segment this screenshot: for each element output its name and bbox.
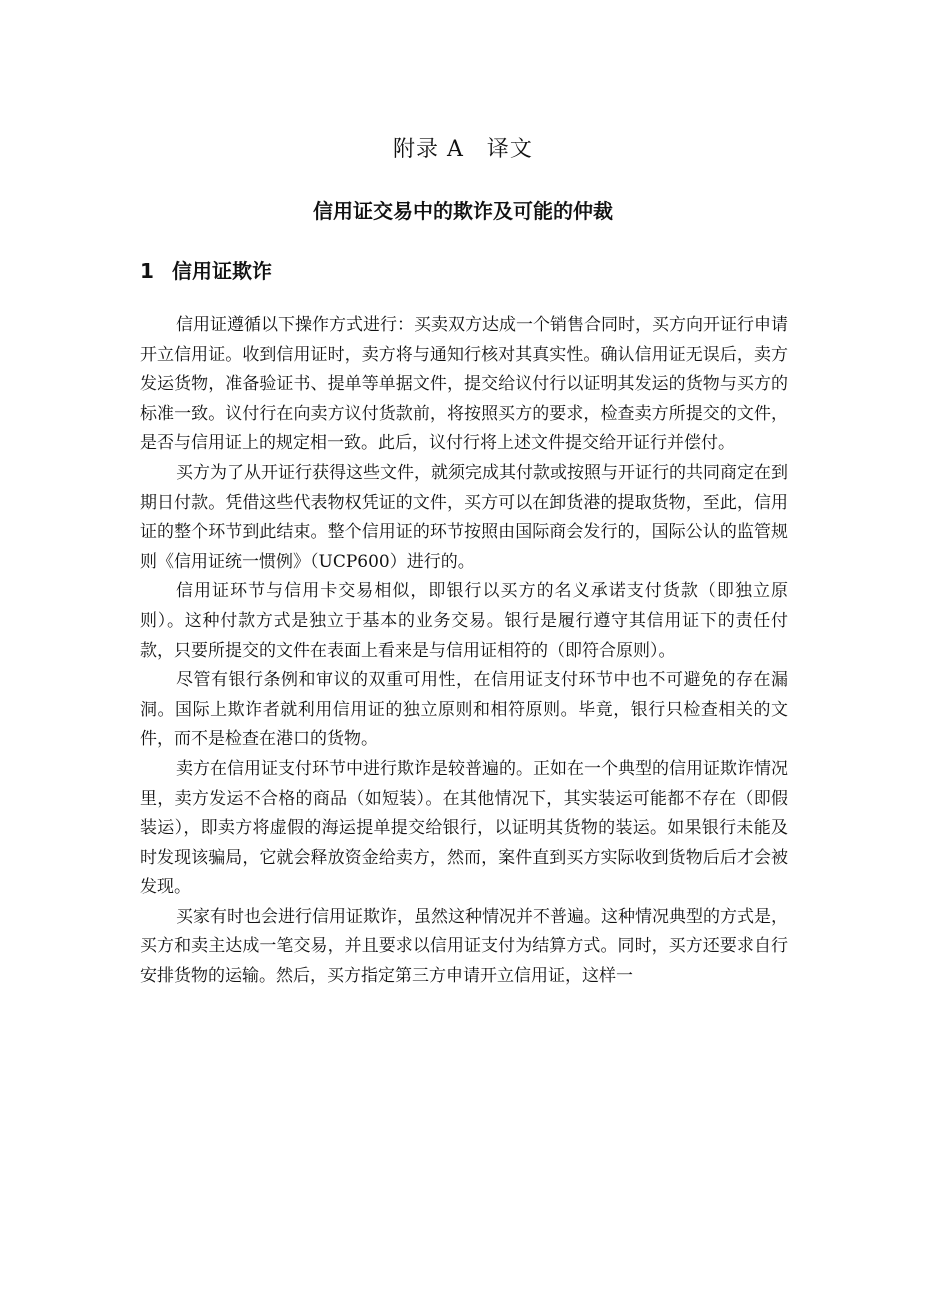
paragraph-3: 信用证环节与信用卡交易相似，即银行以买方的名义承诺支付货款（即独立原则）。这种付款方式是独立于基本的业务交易。银行是履行遵守其信用证下的责任付款，只要所提交的文件在表面上看来是与信用证相符的（即符合原则）。 bbox=[140, 581, 788, 661]
section-number: 1 bbox=[140, 259, 154, 283]
paragraph-6: 买家有时也会进行信用证欺诈，虽然这种情况并不普遍。这种情况典型的方式是，买方和卖主达成一笔交易，并且要求以信用证支付为结算方式。同时，买方还要求自行安排货物的运输。然后，买方指定第三方申请开立信用证，这样一 bbox=[140, 906, 788, 987]
document-title: 信用证交易中的欺诈及可能的仲裁 bbox=[313, 199, 613, 223]
paragraph-4: 尽管有银行条例和审议的双重可用性，在信用证支付环节中也不可避免的存在漏洞。国际上欺诈者就利用信用证的独立原则和相符原则。毕竟，银行只检查相关的文件，而不是检查在港口的货物。 bbox=[140, 670, 788, 750]
paragraph-1: 信用证遵循以下操作方式进行：买卖双方达成一个销售合同时，买方向开证行申请开立信用证。收到信用证时，卖方将与通知行核对其真实性。确认信用证无误后，卖方发运货物，准备验证书、提单等单据文件，提交给议付行以证明其发运的货物与买方的标准一致。议付行在向卖方议付货款前，将按照买方的要求，检查卖方所提交的文件，是否与信用证上的规定相一致。此后，议付行将上述文件提交给开证行并偿付。 bbox=[140, 315, 788, 454]
section-heading-text: 信用证欺诈 bbox=[172, 259, 272, 283]
body-text bbox=[140, 311, 788, 992]
section-heading bbox=[140, 256, 272, 286]
paragraph-2: 买方为了从开证行获得这些文件，就须完成其付款或按照与开证行的共同商定在到期日付款。凭借这些代表物权凭证的文件，买方可以在卸货港的提取货物，至此，信用证的整个环节到此结束。整个信用证的环节按照由国际商会发行的，国际公认的监管规则《信用证统一惯例》（UCP600）进行的。 bbox=[140, 462, 788, 572]
paragraph-5: 卖方在信用证支付环节中进行欺诈是较普遍的。正如在一个典型的信用证欺诈情况里，卖方发运不合格的商品（如短装）。在其他情况下，其实装运可能都不存在（即假装运），即卖方将虚假的海运提单提交给银行，以证明其货物的装运。如果银行未能及时发现该骗局，它就会释放资金给卖方，然而，案件直到买方实际收到货物后后才会被发现。 bbox=[140, 758, 788, 898]
appendix-title: 附录 A 译文 bbox=[393, 137, 533, 162]
